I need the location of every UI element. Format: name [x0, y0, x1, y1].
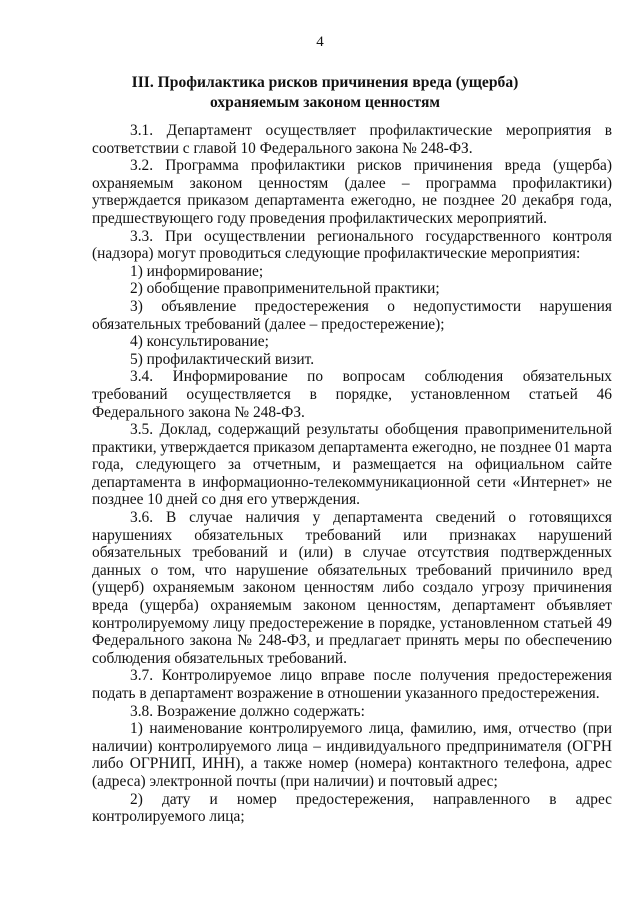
list-item-generalization: 2) обобщение правоприменительной практики;: [130, 280, 440, 298]
paragraph-3-2: 3.2. Программа профилактики рисков причинения вреда (ущерба) охраняемым законом ценностям (далее – программа профилактики) утверждается приказом департамента ежегодно, не позднее 20 декабря года, предшествующего году проведения профилактических мероприятий.: [92, 157, 612, 227]
paragraph-3-4: 3.4. Информирование по вопросам соблюдения обязательных требований осуществляется в порядке, установленном статьей 46 Федерального закона № 248-ФЗ.: [92, 368, 612, 421]
list-item-visit: 5) профилактический визит.: [130, 350, 315, 368]
paragraph-3-6: 3.6. В случае наличия у департамента сведений о готовящихся нарушениях обязательных требований или признаках нарушений обязательных требований и (или) в случае отсутствия подтвержденных данных о том, что нарушение обязательных требований причинило вред (ущерб) охраняемым законом ценностям либо создало угрозу причинения вреда (ущерба) охраняемым законом ценностям, департамент объявляет контролируемому лицу предостережение в порядке, установленном статьей 49 Федерального закона № 248-ФЗ, и предлагает принять меры по обеспечению соблюдения обязательных требований.: [92, 509, 612, 667]
section-heading-line-1: III. Профилактика рисков причинения вреда (ущерба): [131, 74, 519, 91]
paragraph-3-7: 3.7. Контролируемое лицо вправе после получения предостережения подать в департамент возражение в отношении указанного предостережения.: [92, 667, 612, 702]
paragraph-3-5: 3.5. Доклад, содержащий результаты обобщения правоприменительной практики, утверждается приказом департамента ежегодно, не позднее 01 марта года, следующего за отчетным, и размещается на официальном сайте департамента в информационно-телекоммуникационной сети «Интернет» не позднее 10 дней со дня его утверждения.: [92, 421, 612, 509]
list-item-objection-name: 1) наименование контролируемого лица, фамилию, имя, отчество (при наличии) контролируемого лица – индивидуального предпринимателя (ОГРН либо ОГРНИП, ИНН), а также номер (номера) контактного телефона, адрес (адреса) электронной почты (при наличии) и почтовый адрес;: [92, 720, 612, 790]
document-body: [92, 122, 612, 826]
section-heading-line-2: охраняемым законом ценностям: [209, 94, 441, 111]
page-number: 4: [316, 34, 324, 50]
list-item-consulting: 4) консультирование;: [130, 333, 269, 351]
paragraph-3-8: 3.8. Возражение должно содержать:: [130, 702, 365, 720]
list-item-warning: 3) объявление предостережения о недопустимости нарушения обязательных требований (далее – предостережение);: [92, 297, 612, 333]
list-item-objection-date: 2) дату и номер предостережения, направленного в адрес контролируемого лица;: [92, 790, 612, 826]
list-item-informing: 1) информирование;: [130, 262, 264, 280]
paragraph-3-1: 3.1. Департамент осуществляет профилактические мероприятия в соответствии с главой 10 Федерального закона № 248-ФЗ.: [92, 122, 612, 157]
paragraph-3-3: 3.3. При осуществлении регионального государственного контроля (надзора) могут проводиться следующие профилактические мероприятия:: [92, 227, 612, 263]
section-heading: [90, 73, 560, 113]
